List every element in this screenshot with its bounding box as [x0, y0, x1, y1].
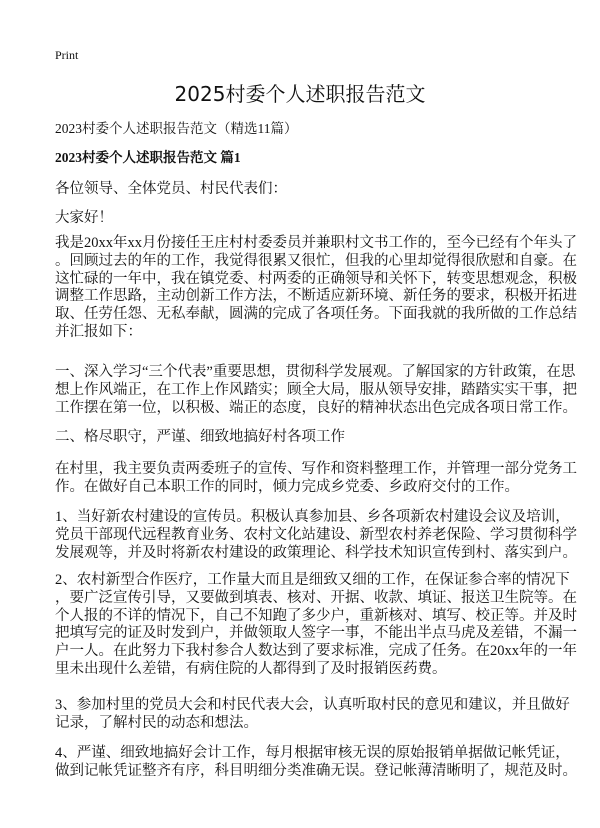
paragraph-line: 党员干部现代远程教育业务、农村文化站建设、新型农村养老保险、学习贯彻科学 — [55, 526, 577, 543]
paragraph — [55, 429, 550, 447]
subtitle: 2023村委个人述职报告范文（精选11篇） — [55, 121, 298, 136]
print-link[interactable]: Print — [55, 48, 79, 62]
paragraph-line: 。回顾过去的年的工作，我觉得很累又很忙，但我的心里却觉得很欣慰和自豪。在 — [55, 252, 577, 269]
paragraph-line: 3、参加村里的党员大会和村民代表大会，认真听取村民的意见和建议，并且做好 — [55, 697, 570, 713]
paragraph-line: 并汇报如下： — [55, 323, 142, 340]
paragraph-line: 调整工作思路，主动创新工作方法，不断适应新环境、新任务的要求，积极开拓进 — [55, 288, 577, 305]
paragraph-line: 4、严谨、细致地搞好会计工作，每月根据审核无误的原始报销单据做记帐凭证， — [55, 745, 570, 761]
paragraph — [55, 364, 577, 417]
paragraph-line: 工作摆在第一位，以积极、端正的态度，良好的精神状态出色完成各项日常工作。 — [55, 399, 577, 416]
paragraph-line: 户一人。在此努力下我村参合人数达到了要求标准，完成了任务。在20xx年的一年 — [55, 643, 577, 660]
paragraph-line: 发展观等，并及时将新农村建设的政策理论、科学技术知识宣传到村、落实到户。 — [55, 544, 577, 561]
hello: 大家好！ — [55, 210, 113, 226]
paragraph-line: 里未出现什么差错，有病住院的人都得到了及时报销医药费。 — [55, 660, 447, 677]
paragraph-line: 2、农村新型合作医疗，工作量大而且是细致又细的工作，在保证参合率的情况下 — [55, 572, 570, 588]
paragraph-line: 一、深入学习“三个代表”重要思想，贯彻科学发展观。了解国家的方针政策，在思 — [55, 364, 576, 380]
paragraph-line: 个人报的不详的情况下，自己不知跑了多少户，重新核对、填写、校正等。并及时 — [55, 607, 577, 624]
paragraph-line: 作。在做好自己本职工作的同时，倾力完成乡党委、乡政府交付的工作。 — [55, 478, 519, 495]
page-title: 2025村委个人述职报告范文 — [174, 82, 426, 106]
paragraph-line: 记录，了解村民的动态和想法。 — [55, 714, 258, 731]
paragraph-line: 做到记帐凭证整齐有序，科目明细分类准确无误。登记帐薄清晰明了，规范及时。 — [55, 762, 577, 779]
paragraph — [55, 745, 577, 781]
paragraph-line: 在村里，我主要负责两委班子的宣传、写作和资料整理工作，并管理一部分党务工 — [55, 461, 577, 477]
paragraph — [55, 697, 570, 733]
paragraph — [55, 572, 577, 679]
paragraph-line: 想上作风端正，在工作上作风踏实；顾全大局，服从领导安排，踏踏实实干事，把 — [55, 381, 577, 398]
paragraph-line: 这忙碌的一年中，我在镇党委、村两委的正确领导和关怀下，转变思想观念，积极 — [55, 270, 577, 287]
paragraph-line: 二、格尽职守，严谨、细致地搞好村各项工作 — [55, 429, 345, 445]
paragraph-line: 取、任劳任怨、无私奉献，圆满的完成了各项任务。下面我就的我所做的工作总结 — [55, 306, 577, 323]
paragraph-line: 我是20xx年xx月份接任王庄村村委委员并兼职村文书工作的，至今已经有个年头了 — [55, 235, 577, 251]
paragraph — [55, 461, 577, 497]
section-heading: 2023村委个人述职报告范文 篇1 — [55, 150, 241, 165]
greeting: 各位领导、全体党员、村民代表们： — [55, 181, 287, 197]
paragraph — [55, 509, 577, 562]
paragraph-line: 把填写完的证及时发到户，并做领取人签字一事，不能出半点马虎及差错，不漏一 — [55, 625, 577, 642]
paragraph-line: 1、当好新农村建设的宣传员。积极认真参加县、乡各项新农村建设会议及培训， — [55, 509, 570, 525]
paragraph — [55, 235, 577, 342]
paragraph-line: ，要广泛宣传引导，又要做到填表、核对、开据、收款、填证、报送卫生院等。在 — [55, 589, 577, 606]
